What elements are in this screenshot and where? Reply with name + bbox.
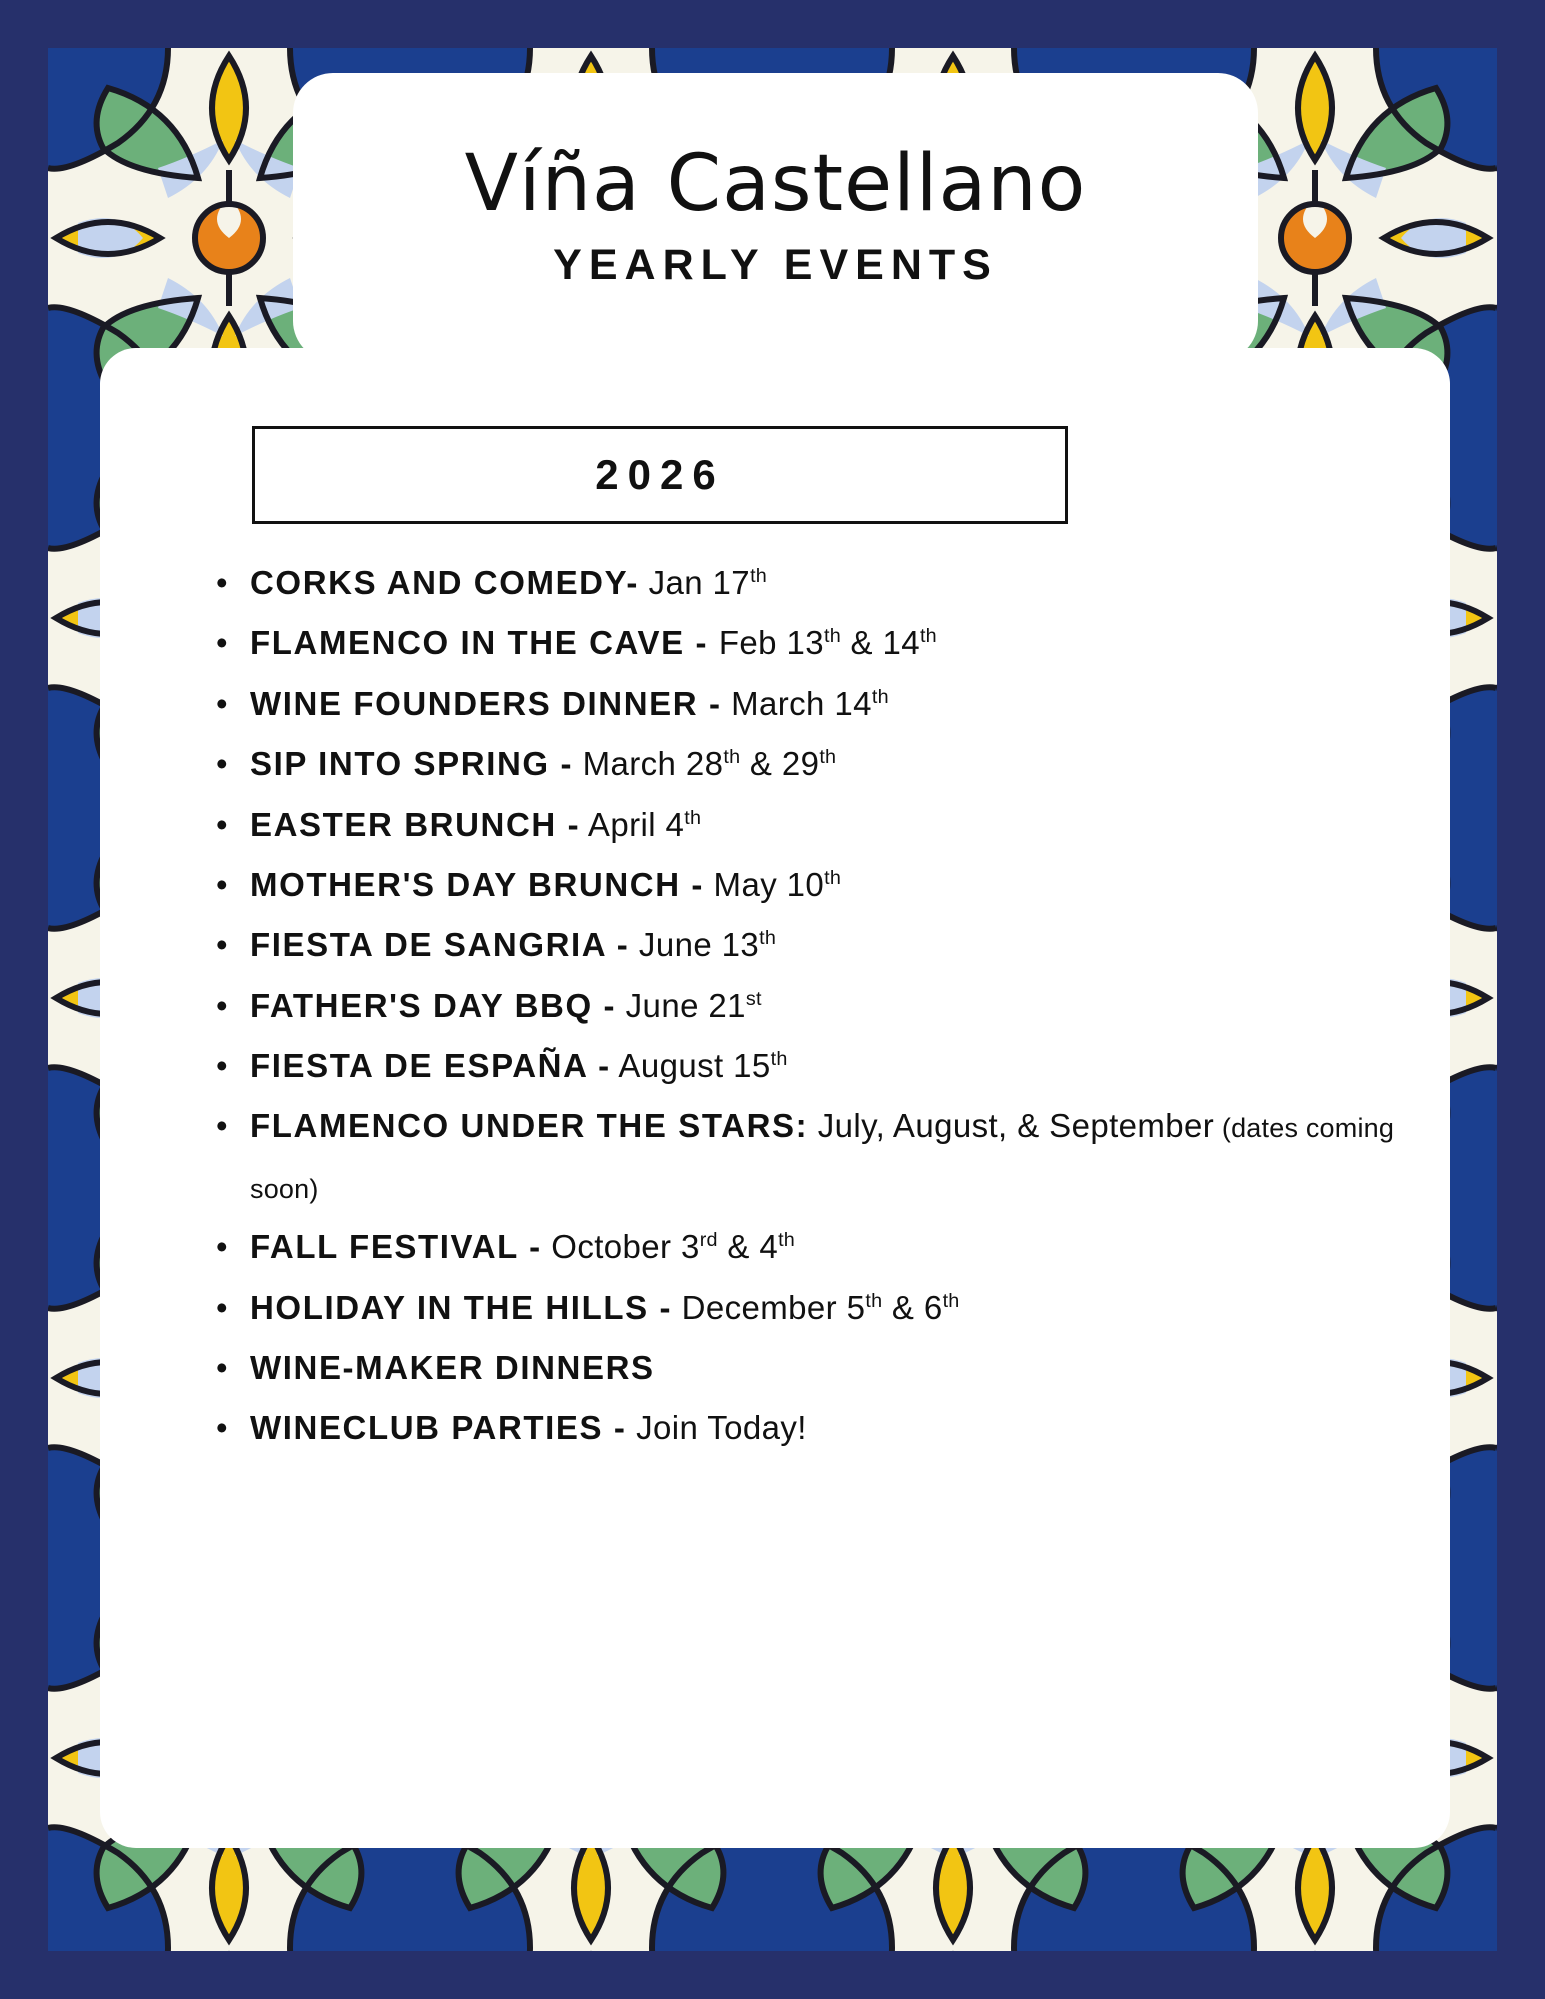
event-name: WINE-MAKER DINNERS [250,1348,655,1386]
event-list-item [250,855,1450,915]
event-name: SIP INTO SPRING - [250,745,574,783]
event-date-secondary: & 6 [882,1288,943,1326]
event-date: March 28 [573,745,724,783]
event-date: August 15 [610,1047,771,1084]
event-list-item [250,553,1450,613]
event-date-secondary-ordinal: th [942,1289,960,1312]
year-box [252,426,1068,524]
event-list-item [250,734,1450,794]
event-name: FIESTA DE SANGRIA - [250,926,630,964]
event-date: Join Today! [626,1409,807,1447]
poster-canvas [48,48,1497,1951]
event-name: EASTER BRUNCH - [250,805,581,843]
event-name: WINECLUB PARTIES - [250,1409,627,1447]
events-card [100,348,1450,1848]
event-list-item [250,1398,1450,1458]
event-date-secondary-ordinal: th [919,625,937,648]
event-date-ordinal: th [723,746,741,769]
title-card [293,73,1258,361]
event-date: July, August, & September [808,1107,1215,1145]
event-name: FATHER'S DAY BBQ - [250,986,617,1024]
event-note: (dates coming soon) [250,1113,1395,1204]
event-list-item [250,915,1450,975]
event-list-item [250,674,1450,734]
event-list-item [250,1217,1450,1277]
event-date-ordinal: st [745,987,762,1010]
event-date-ordinal: th [770,1048,788,1070]
event-list-item [250,1338,1450,1398]
event-name: CORKS AND COMEDY- [250,564,639,601]
event-list-item [250,1278,1450,1338]
event-name: FLAMENCO UNDER THE STARS: [250,1107,809,1145]
event-name: WINE FOUNDERS DINNER - [250,684,722,722]
event-date: June 13 [629,926,760,964]
event-date-ordinal: rd [699,1229,718,1252]
event-date-ordinal: th [824,625,841,648]
year-label: 2026 [595,451,725,498]
event-date: June 21 [616,986,746,1024]
event-date-ordinal: th [824,866,842,889]
event-date-ordinal: th [871,685,889,708]
event-date-secondary-ordinal: th [819,746,837,769]
event-date-ordinal: th [684,806,702,829]
event-date-ordinal: th [759,927,777,950]
event-list-item [250,1036,1450,1096]
event-name: MOTHER'S DAY BRUNCH - [250,865,704,903]
event-date-secondary: & 4 [717,1228,779,1266]
event-date: December 5 [672,1288,866,1326]
event-list-item [250,795,1450,855]
event-name: FLAMENCO IN THE CAVE - [250,624,719,662]
event-list-item [250,1096,1450,1217]
event-list-item [250,976,1450,1036]
brand-name: Víña Castellano [464,138,1087,229]
event-date-ordinal: th [750,565,767,587]
event-date: March 14 [721,684,872,722]
event-date: Jan 17 [639,564,751,601]
poster-subtitle: YEARLY EVENTS [553,240,998,289]
event-date-secondary: & 14 [840,624,920,662]
event-date-secondary-ordinal: th [778,1229,795,1252]
event-date: April 4 [580,805,685,843]
event-name: FALL FESTIVAL - [250,1228,542,1266]
event-date-ordinal: th [865,1289,883,1312]
event-date: May 10 [703,865,825,903]
events-list [200,553,1450,1459]
event-date: Feb 13 [718,624,824,662]
event-name: FIESTA DE ESPAÑA - [250,1047,611,1084]
event-name: HOLIDAY IN THE HILLS - [250,1288,673,1326]
event-list-item [250,613,1450,673]
event-date: October 3 [541,1228,700,1266]
event-date-secondary: & 29 [740,745,820,783]
